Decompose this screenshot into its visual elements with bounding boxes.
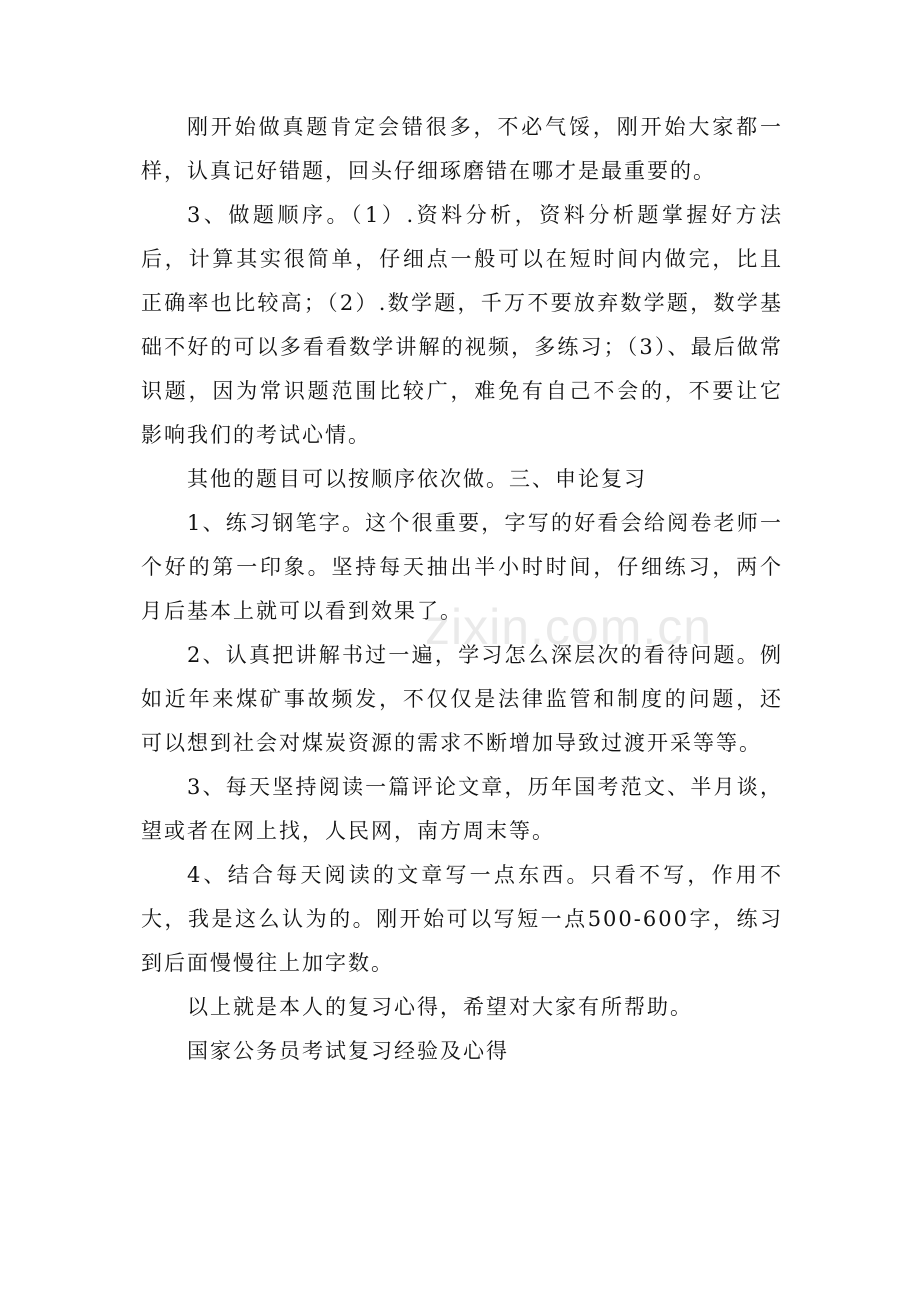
watermark: zixin.com.cn	[425, 599, 713, 655]
paragraph-7: 4、结合每天阅读的文章写一点东西。只看不写，作用不大，我是这么认为的。刚开始可以写短一点500-600字，练习到后面慢慢往上加字数。	[141, 863, 783, 975]
document-body	[141, 105, 783, 1073]
paragraph-9: 国家公务员考试复习经验及心得	[187, 1039, 509, 1063]
paragraph-2: 3、做题顺序。（1）.资料分析，资料分析题掌握好方法后，计算其实很简单，仔细点一般可以在短时间内做完，比且正确率也比较高；（2）.数学题，千万不要放弃数学题，数学基础不好的可以多看看数学讲解的视频，多练习；（3）、最后做常识题，因为常识题范围比较广，难免有自己不会的，不要让它影响我们的考试心情。	[141, 203, 783, 447]
paragraph-8: 以上就是本人的复习心得，希望对大家有所帮助。	[187, 995, 693, 1019]
paragraph-1: 刚开始做真题肯定会错很多，不必气馁，刚开始大家都一样，认真记好错题，回头仔细琢磨错在哪才是最重要的。	[141, 115, 783, 183]
paragraph-4: 1、练习钢笔字。这个很重要，字写的好看会给阅卷老师一个好的第一印象。坚持每天抽出半小时时间，仔细练习，两个月后基本上就可以看到效果了。	[141, 511, 783, 623]
paragraph-6: 3、每天坚持阅读一篇评论文章，历年国考范文、半月谈，望或者在网上找，人民网，南方周末等。	[141, 775, 783, 843]
paragraph-3: 其他的题目可以按顺序依次做。三、申论复习	[187, 467, 647, 491]
paragraph-5: 2、认真把讲解书过一遍，学习怎么深层次的看待问题。例如近年来煤矿事故频发，不仅仅是法律监管和制度的问题，还可以想到社会对煤炭资源的需求不断增加导致过渡开采等等。	[141, 643, 783, 755]
